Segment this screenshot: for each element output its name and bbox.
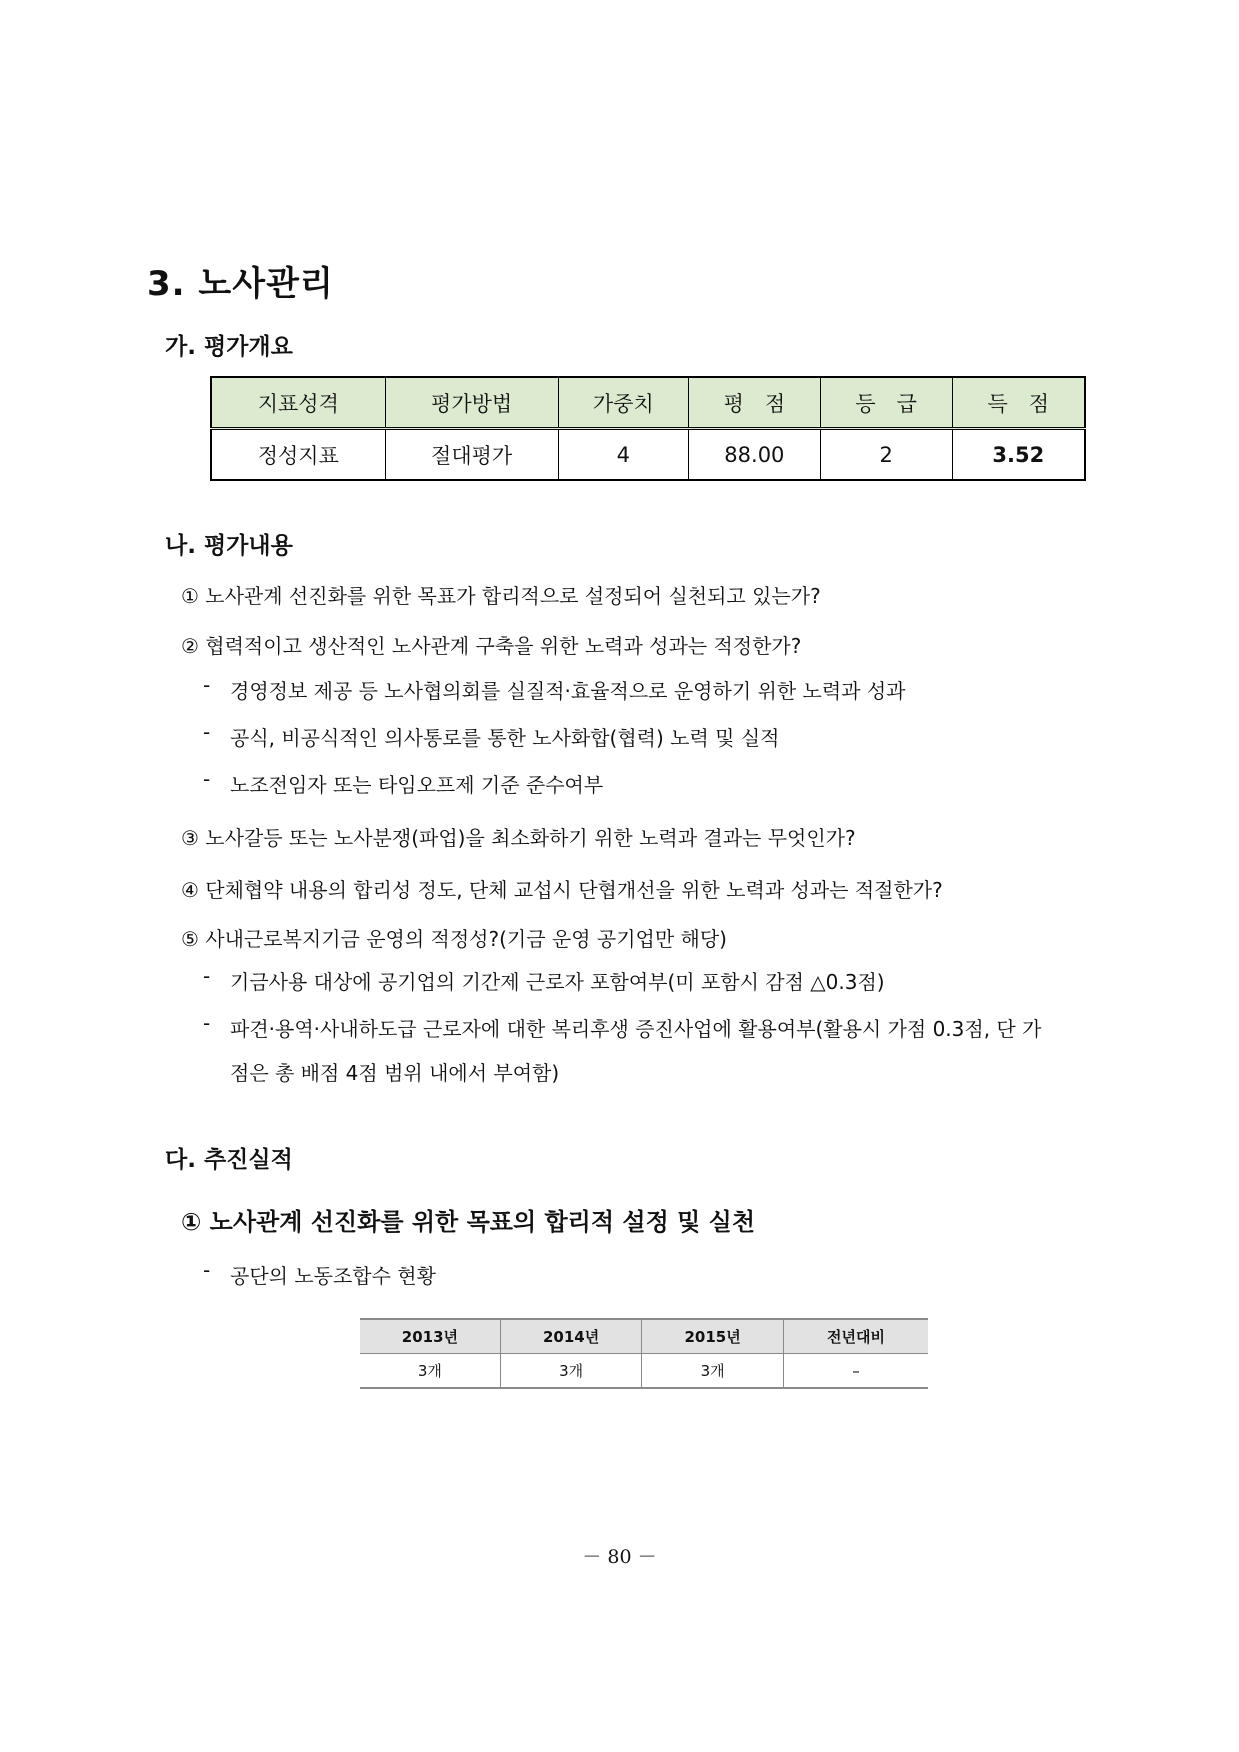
table-cell: 3개 bbox=[500, 1354, 642, 1389]
dash-marker: - bbox=[203, 1258, 211, 1282]
question-3: ③ 노사갈등 또는 노사분쟁(파업)을 최소화하기 위한 노력과 결과는 무엇인가? bbox=[181, 826, 856, 850]
header-cell: 2014년 bbox=[500, 1319, 642, 1354]
table-cell: 4 bbox=[558, 429, 688, 481]
union-count-table bbox=[360, 1318, 928, 1389]
question-4: ④ 단체협약 내용의 합리성 정도, 단체 교섭시 단협개선을 위한 노력과 성과는 적절한가? bbox=[181, 878, 943, 902]
performance-heading: 다. 추진실적 bbox=[165, 1147, 293, 1173]
header-cell: 등 급 bbox=[820, 377, 952, 429]
table-header-row bbox=[360, 1319, 928, 1354]
performance-subheading: ① 노사관계 선진화를 위한 목표의 합리적 설정 및 실천 bbox=[181, 1208, 756, 1236]
table-header-row bbox=[211, 377, 1085, 429]
page-number: － 80 － bbox=[582, 1546, 657, 1568]
sub-item-text: 경영정보 제공 등 노사협의회를 실질적·효율적으로 운영하기 위한 노력과 성과 bbox=[230, 679, 906, 703]
dash-marker: - bbox=[203, 720, 211, 744]
sub-item-text: 파견·용역·사내하도급 근로자에 대한 복리후생 증진사업에 활용여부(활용시 가점 0.3점, 단 가 bbox=[230, 1017, 1042, 1041]
table-cell: 2 bbox=[820, 429, 952, 481]
question-2: ② 협력적이고 생산적인 노사관계 구축을 위한 노력과 성과는 적정한가? bbox=[181, 634, 802, 658]
table-row bbox=[360, 1354, 928, 1389]
sub-item-text: 공식, 비공식적인 의사통로를 통한 노사화합(협력) 노력 및 실적 bbox=[230, 726, 780, 750]
overview-heading: 가. 평가개요 bbox=[165, 334, 293, 360]
dash-marker: - bbox=[203, 964, 211, 988]
sub-item-text: 기금사용 대상에 공기업의 기간제 근로자 포함여부(미 포함시 감점 △0.3점) bbox=[230, 970, 885, 994]
header-cell: 2015년 bbox=[642, 1319, 784, 1354]
sub-item-text: 노조전임자 또는 타임오프제 기준 준수여부 bbox=[230, 773, 604, 797]
table-cell: – bbox=[783, 1354, 928, 1389]
header-cell: 평 점 bbox=[688, 377, 820, 429]
bullet-text: 공단의 노동조합수 현황 bbox=[230, 1264, 436, 1288]
sub-item-text: 점은 총 배점 4점 범위 내에서 부여함) bbox=[230, 1061, 560, 1085]
table-cell: 정성지표 bbox=[211, 429, 385, 481]
table-cell: 절대평가 bbox=[385, 429, 558, 481]
evaluation-overview-table bbox=[210, 376, 1086, 481]
dash-marker: - bbox=[203, 673, 211, 697]
table-cell: 88.00 bbox=[688, 429, 820, 481]
header-cell: 득 점 bbox=[952, 377, 1085, 429]
dash-marker: - bbox=[203, 767, 211, 791]
table-cell: 3개 bbox=[360, 1354, 500, 1389]
dash-marker: - bbox=[203, 1011, 211, 1035]
header-cell: 전년대비 bbox=[783, 1319, 928, 1354]
header-cell: 지표성격 bbox=[211, 377, 385, 429]
header-cell: 평가방법 bbox=[385, 377, 558, 429]
section-title: 3. 노사관리 bbox=[147, 264, 334, 304]
question-5: ⑤ 사내근로복지기금 운영의 적정성?(기금 운영 공기업만 해당) bbox=[181, 927, 727, 951]
score-cell: 3.52 bbox=[952, 429, 1085, 481]
header-cell: 2013년 bbox=[360, 1319, 500, 1354]
table-cell: 3개 bbox=[642, 1354, 784, 1389]
table-row bbox=[211, 429, 1085, 481]
content-heading: 나. 평가내용 bbox=[165, 533, 293, 559]
question-1: ① 노사관계 선진화를 위한 목표가 합리적으로 설정되어 실천되고 있는가? bbox=[181, 584, 821, 608]
header-cell: 가중치 bbox=[558, 377, 688, 429]
